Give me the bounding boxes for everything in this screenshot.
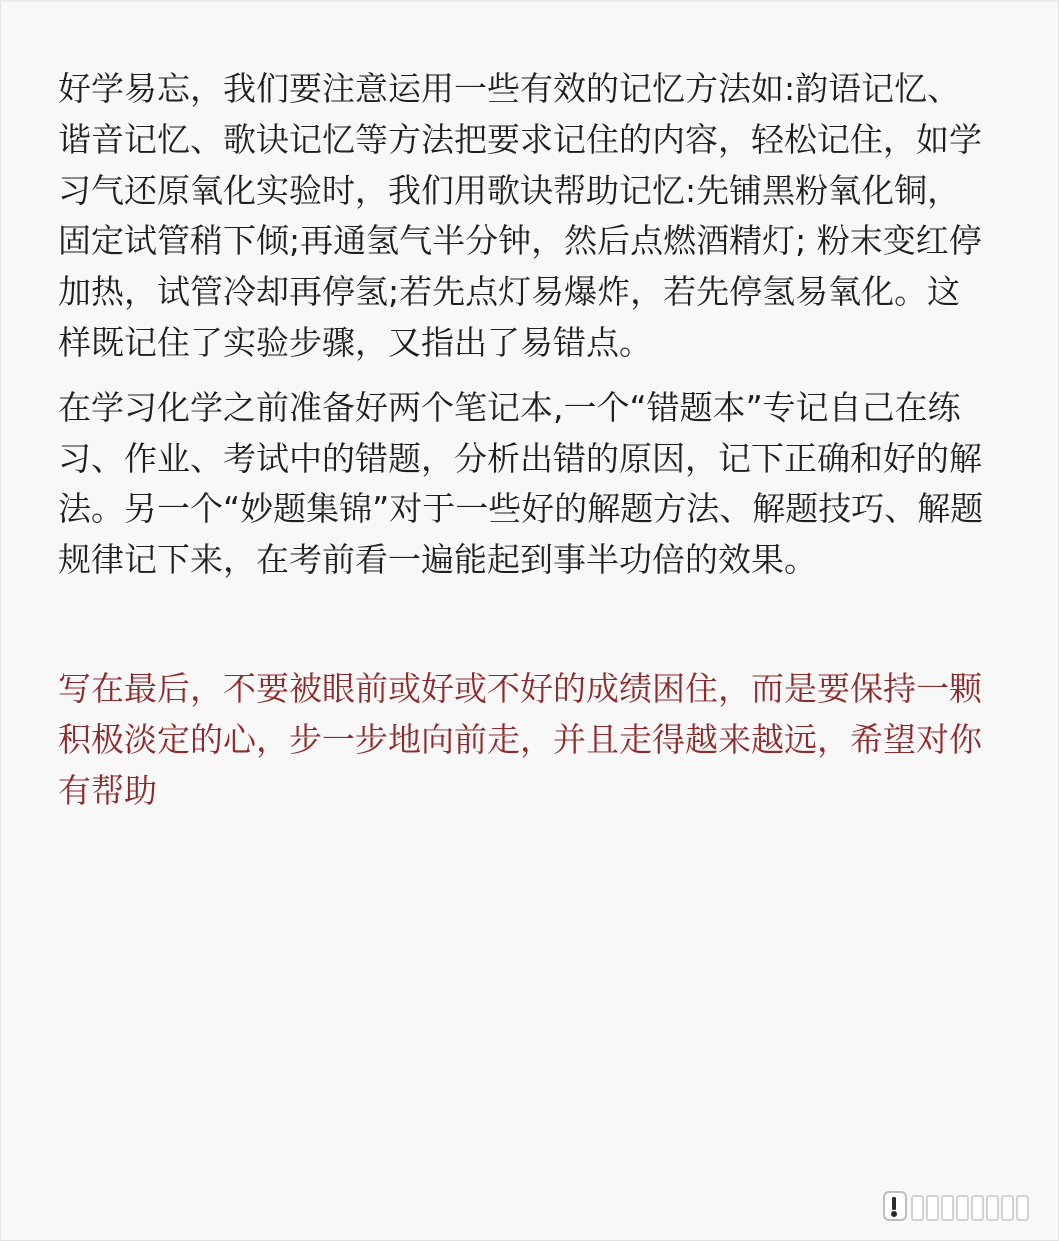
paragraph-notebooks: 在学习化学之前准备好两个笔记本,一个“错题本”专记自己在练习、作业、考试中的错题，分析出错的原因，记下正确和好的解法。另一个“妙题集锦”对于一些好的解题方法、解题技巧、解题规律记下来，在考前看一遍能起到事半功倍的效果。: [58, 387, 984, 580]
platform-watermark-icon: [882, 1190, 1032, 1222]
paragraph-memory-methods: 好学易忘，我们要注意运用一些有效的记忆方法如:韵语记忆、谐音记忆、歌诀记忆等方法把要求记住的内容，轻松记住，如学习气还原氧化实验时，我们用歌诀帮助记忆:先铺黑粉氧化铜，固定试管稍下倾;再通氢气半分钟，然后点燃酒精灯; 粉末变红停加热，试管冷却再停氢;若先点灯易爆炸，若先停氢易氧化。这样既记住了实验步骤，又指出了易错点。: [58, 69, 982, 362]
article-body: [58, 64, 988, 816]
paragraph-closing: 写在最后，不要被眼前或好或不好的成绩困住，而是要保持一颗积极淡定的心，步一步地向前走，并且走得越来越远，希望对你有帮助: [58, 668, 982, 810]
